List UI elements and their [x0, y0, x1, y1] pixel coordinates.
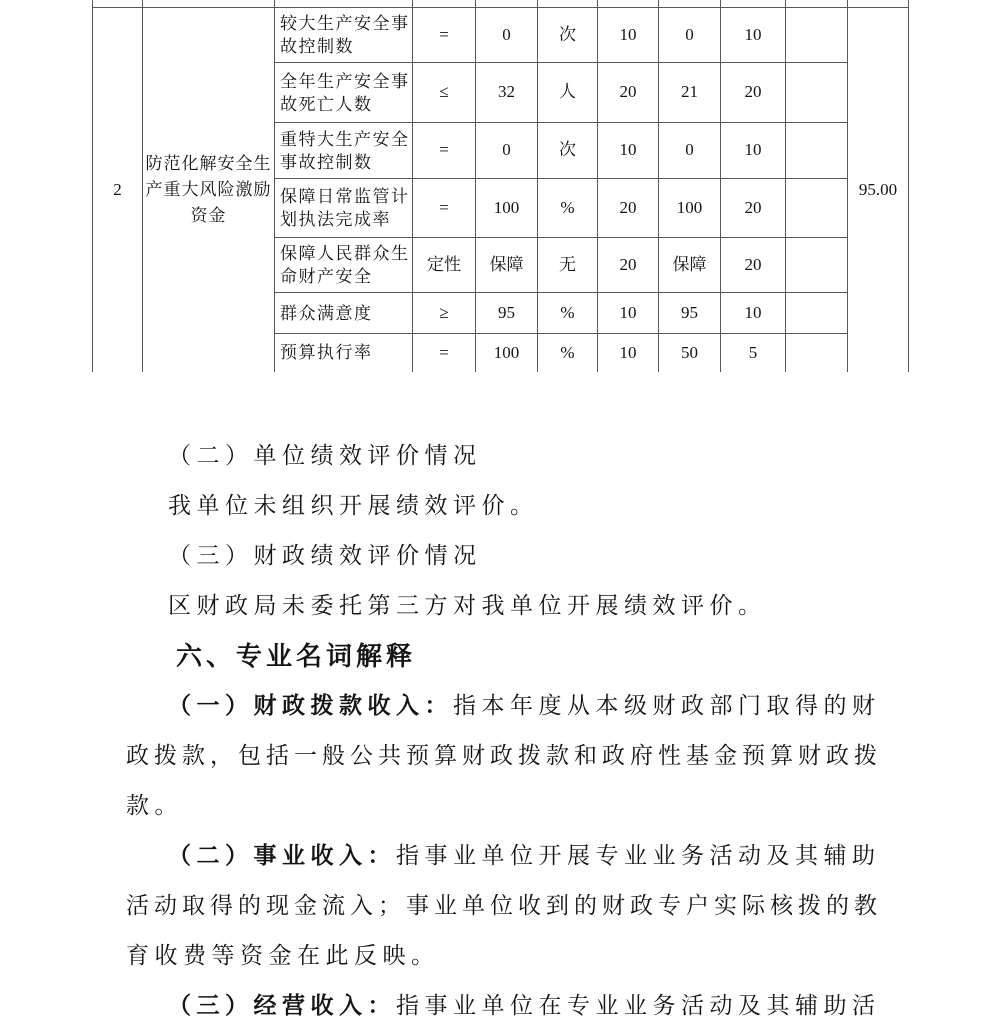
doc-term-bold: （二）事业收入：	[168, 843, 396, 868]
cutoff-row-cell	[721, 0, 786, 8]
actual-value-cell: 保障	[659, 238, 721, 293]
remark-cell	[786, 179, 848, 238]
weight-cell: 10	[598, 334, 659, 373]
operator-cell: ≤	[413, 63, 476, 123]
weight-cell: 10	[598, 8, 659, 63]
remark-cell	[786, 63, 848, 123]
cutoff-row-cell	[143, 0, 275, 8]
doc-line-para-start	[126, 681, 882, 731]
actual-value-cell: 0	[659, 8, 721, 63]
score-cell: 10	[721, 8, 786, 63]
cutoff-row-cell	[786, 0, 848, 8]
actual-value-cell: 95	[659, 293, 721, 334]
doc-line-para-end	[126, 781, 882, 831]
doc-line-para-end	[126, 931, 882, 981]
project-name-line: 防范化解安全生	[145, 153, 272, 173]
indicator-line: 故死亡人数	[280, 94, 373, 114]
score-cell: 5	[721, 334, 786, 373]
doc-term-bold: （一）财政拨款收入：	[168, 693, 453, 718]
indicator-cell	[275, 123, 413, 179]
indicator-line: 预算执行率	[280, 343, 373, 363]
remark-cell	[786, 123, 848, 179]
unit-cell: 人	[538, 63, 598, 123]
doc-text-segment: 指本年度从本级财政部门取得的财	[453, 693, 881, 718]
cutoff-row-cell	[538, 0, 598, 8]
actual-value-cell: 100	[659, 179, 721, 238]
indicator-line: 划执法完成率	[280, 210, 391, 229]
seq-cell: 2	[93, 8, 143, 373]
indicator-line: 保障日常监管计	[280, 187, 410, 206]
score-cell: 10	[721, 293, 786, 334]
indicator-row	[93, 8, 909, 63]
weight-cell: 20	[598, 238, 659, 293]
doc-line-para	[126, 481, 882, 531]
score-cell: 20	[721, 179, 786, 238]
cutoff-row	[93, 0, 909, 8]
project-name-line: 资金	[190, 205, 227, 225]
weight-cell: 10	[598, 123, 659, 179]
doc-text-segment: 指事业单位在专业业务活动及其辅助活	[396, 993, 881, 1018]
unit-cell: %	[538, 293, 598, 334]
doc-line-subhead	[126, 531, 882, 581]
doc-text-segment: 区财政局未委托第三方对我单位开展绩效评价。	[168, 593, 767, 618]
operator-cell: =	[413, 8, 476, 63]
cutoff-row-cell	[659, 0, 721, 8]
weight-cell: 20	[598, 63, 659, 123]
doc-line-para-start	[126, 981, 882, 1031]
doc-text-segment: （二）单位绩效评价情况	[168, 443, 482, 468]
table-body	[93, 0, 909, 372]
performance-table-region	[92, 0, 910, 372]
indicator-line: 重特大生产安全	[280, 129, 410, 149]
unit-cell: 次	[538, 8, 598, 63]
unit-cell: 无	[538, 238, 598, 293]
indicator-cell	[275, 334, 413, 373]
target-value-cell: 保障	[476, 238, 538, 293]
target-value-cell: 0	[476, 123, 538, 179]
indicator-line: 全年生产安全事	[280, 71, 410, 91]
doc-line-subhead	[126, 431, 882, 481]
target-value-cell: 100	[476, 334, 538, 373]
doc-line-para-fill	[126, 731, 882, 781]
indicator-line: 事故控制数	[280, 152, 373, 172]
document-text	[126, 431, 882, 1031]
operator-cell: ≥	[413, 293, 476, 334]
doc-text-segment: 育收费等资金在此反映。	[126, 943, 440, 968]
actual-value-cell: 50	[659, 334, 721, 373]
indicator-cell	[275, 63, 413, 123]
actual-value-cell: 21	[659, 63, 721, 123]
operator-cell: 定性	[413, 238, 476, 293]
operator-cell: =	[413, 334, 476, 373]
indicator-cell	[275, 179, 413, 238]
cutoff-row-cell	[413, 0, 476, 8]
unit-cell: 次	[538, 123, 598, 179]
indicator-cell	[275, 238, 413, 293]
project-name-cell	[143, 8, 275, 373]
doc-line-para	[126, 581, 882, 631]
operator-cell: =	[413, 179, 476, 238]
score-cell: 20	[721, 238, 786, 293]
indicator-line: 群众满意度	[280, 303, 373, 323]
doc-line-chapter	[126, 631, 882, 681]
performance-indicator-table	[92, 0, 909, 372]
indicator-line: 较大生产安全事	[280, 14, 410, 33]
doc-text-segment: 活动取得的现金流入；事业单位收到的财政专户实际核拨的教	[126, 893, 882, 918]
actual-value-cell: 0	[659, 123, 721, 179]
doc-term-bold: （三）经营收入：	[168, 993, 396, 1018]
cutoff-row-cell	[275, 0, 413, 8]
target-value-cell: 32	[476, 63, 538, 123]
remark-cell	[786, 238, 848, 293]
doc-line-para-fill	[126, 881, 882, 931]
target-value-cell: 100	[476, 179, 538, 238]
unit-cell: %	[538, 179, 598, 238]
project-name-line: 产重大风险激励	[145, 179, 272, 199]
total-score-cell: 95.00	[848, 8, 909, 373]
cutoff-row-cell	[598, 0, 659, 8]
cutoff-row-cell	[476, 0, 538, 8]
doc-text-segment: 政拨款，包括一般公共预算财政拨款和政府性基金预算财政拨	[126, 743, 882, 768]
cutoff-row-cell	[93, 0, 143, 8]
remark-cell	[786, 8, 848, 63]
weight-cell: 10	[598, 293, 659, 334]
unit-cell: %	[538, 334, 598, 373]
doc-term-bold: 六、专业名词解释	[176, 641, 417, 671]
doc-text-segment: （三）财政绩效评价情况	[168, 543, 482, 568]
score-cell: 20	[721, 63, 786, 123]
indicator-cell	[275, 8, 413, 63]
indicator-cell	[275, 293, 413, 334]
indicator-line: 保障人民群众生	[280, 244, 410, 263]
indicator-line: 命财产安全	[280, 267, 373, 286]
weight-cell: 20	[598, 179, 659, 238]
indicator-line: 故控制数	[280, 37, 354, 56]
target-value-cell: 95	[476, 293, 538, 334]
score-cell: 10	[721, 123, 786, 179]
doc-line-para-start	[126, 831, 882, 881]
doc-text-segment: 指事业单位开展专业业务活动及其辅助	[396, 843, 881, 868]
remark-cell	[786, 334, 848, 373]
doc-text-segment: 款。	[126, 793, 183, 818]
doc-text-segment: 我单位未组织开展绩效评价。	[168, 493, 539, 518]
remark-cell	[786, 293, 848, 334]
operator-cell: =	[413, 123, 476, 179]
cutoff-row-cell	[848, 0, 909, 8]
target-value-cell: 0	[476, 8, 538, 63]
